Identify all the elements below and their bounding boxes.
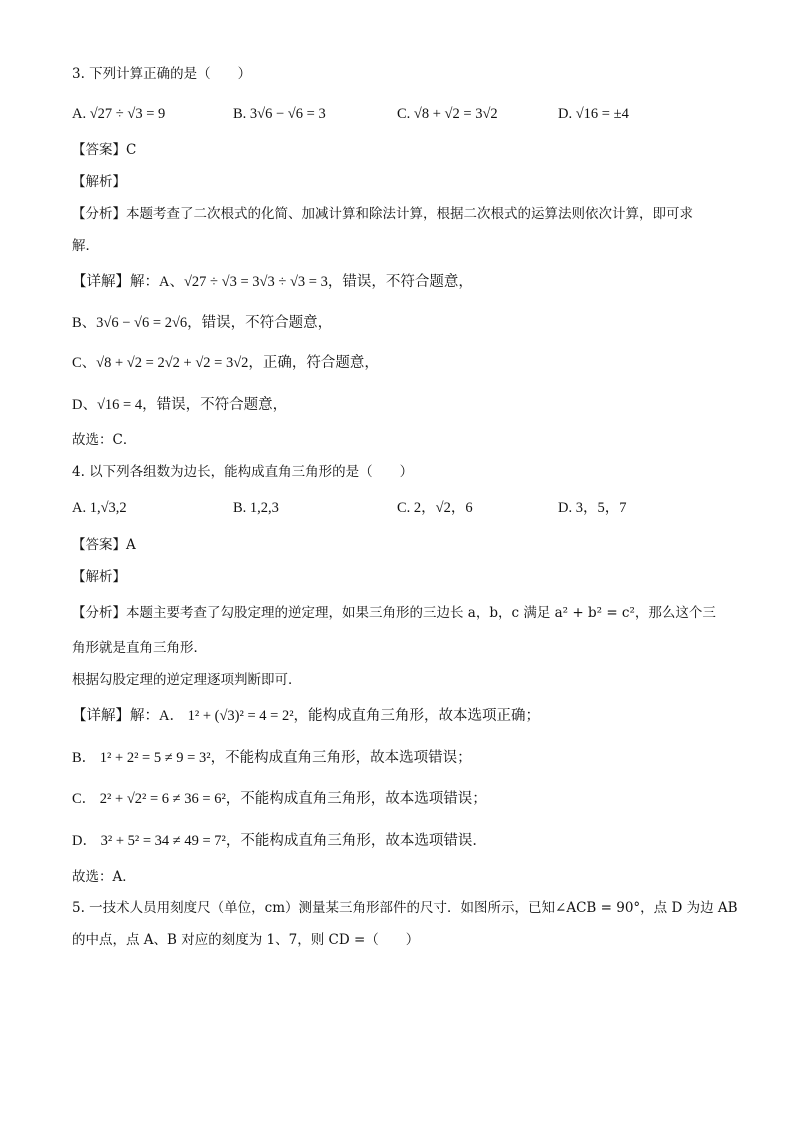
q4-detail-a: 【详解】解：A． 1² + (√3)² = 4 = 2²，能构成直角三角形，故本选项正确； bbox=[72, 708, 541, 724]
q4-detail-b: B． 1² + 2² = 5 ≠ 9 = 3²，不能构成直角三角形，故本选项错误； bbox=[72, 750, 472, 766]
q4-analysis: 【分析】本题主要考查了勾股定理的逆定理，如果三角形的三边长 a，b，c 满足 a² + b² = c²，那么这个三 bbox=[72, 605, 716, 621]
q4-analysis-2: 根据勾股定理的逆定理逐项判断即可． bbox=[72, 672, 302, 688]
q3-detail-b: B、3√6 − √6 = 2√6，错误，不符合题意， bbox=[72, 315, 333, 331]
q4-option-b: B. 1,2,3 bbox=[233, 500, 279, 516]
q3-option-d: D. √16 = ±4 bbox=[558, 106, 629, 122]
q4-detail-d: D． 3² + 5² = 34 ≠ 49 = 7²，不能构成直角三角形，故本选项错误． bbox=[72, 833, 487, 849]
q4-option-c: C. 2，√2，6 bbox=[397, 500, 473, 516]
q4-analysis-cont: 角形就是直角三角形． bbox=[72, 640, 207, 656]
q3-detail-c: C、√8 + √2 = 2√2 + √2 = 3√2，正确，符合题意， bbox=[72, 355, 379, 371]
q3-option-c: C. √8 + √2 = 3√2 bbox=[397, 106, 498, 122]
q3-analysis: 【分析】本题考查了二次根式的化简、加减计算和除法计算，根据二次根式的运算法则依次计算，即可求 bbox=[72, 206, 693, 222]
q5-line-2: 的中点，点 A、B 对应的刻度为 1、7，则 CD =（ ） bbox=[72, 932, 420, 948]
q5-line-1: 5. 一技术人员用刻度尺（单位，cm）测量某三角形部件的尺寸．如图所示，已知∠ACB = 90°，点 D 为边 AB bbox=[72, 900, 738, 916]
q3-choice: 故选：C． bbox=[72, 432, 137, 448]
q4-analysis-title: 【解析】 bbox=[72, 569, 126, 585]
q3-analysis-title: 【解析】 bbox=[72, 174, 126, 190]
q4-detail-c: C． 2² + √2² = 6 ≠ 36 = 6²，不能构成直角三角形，故本选项错误； bbox=[72, 791, 487, 807]
q3-detail-d: D、√16 = 4，错误，不符合题意， bbox=[72, 397, 288, 413]
q4-option-d: D. 3，5，7 bbox=[558, 500, 627, 516]
q3-detail-a: 【详解】解：A、√27 ÷ √3 = 3√3 ÷ √3 = 3，错误，不符合题意， bbox=[72, 274, 473, 290]
q3-option-b: B. 3√6 − √6 = 3 bbox=[233, 106, 326, 122]
q4-stem: 4. 以下列各组数为边长，能构成直角三角形的是（ ） bbox=[72, 464, 414, 480]
q4-answer: 【答案】A bbox=[72, 537, 136, 553]
q3-stem: 3. 下列计算正确的是（ ） bbox=[72, 66, 252, 82]
q4-option-a: A. 1,√3,2 bbox=[72, 500, 127, 516]
q3-option-a: A. √27 ÷ √3 = 9 bbox=[72, 106, 166, 122]
q4-choice: 故选：A． bbox=[72, 869, 136, 885]
q3-answer: 【答案】C bbox=[72, 142, 137, 158]
q3-analysis-cont: 解． bbox=[72, 238, 99, 254]
